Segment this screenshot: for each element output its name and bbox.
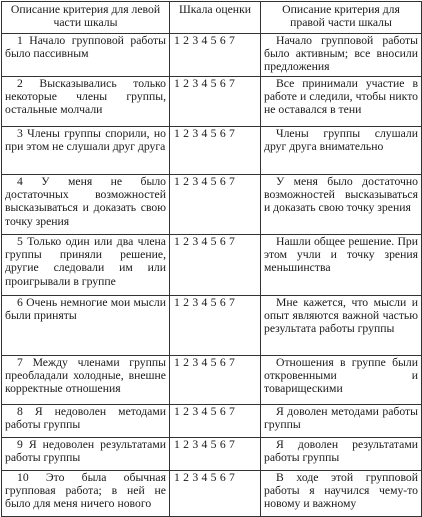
header-left-criteria: Описание критерия для левой части шкалы bbox=[2, 2, 170, 34]
rating-scale-cell bbox=[170, 34, 261, 77]
right-criterion-text: Я доволен методами работы группы bbox=[264, 405, 418, 432]
left-criterion-cell bbox=[2, 34, 170, 77]
left-criterion-cell bbox=[2, 175, 170, 235]
left-criterion-cell bbox=[2, 127, 170, 175]
left-criterion-cell bbox=[2, 235, 170, 296]
right-criterion-cell bbox=[261, 296, 422, 356]
table-row bbox=[2, 356, 422, 405]
rating-scale-values: 1 2 3 4 5 6 7 bbox=[174, 471, 236, 484]
rating-scale-cell bbox=[170, 175, 261, 235]
right-criterion-cell bbox=[261, 356, 422, 405]
table-row bbox=[2, 77, 422, 127]
right-criterion-text: Мне кажется, что мысли и опыт являются важной частью результата работы группы bbox=[264, 296, 418, 336]
right-criterion-cell bbox=[261, 175, 422, 235]
rating-scale-values: 1 2 3 4 5 6 7 bbox=[174, 175, 236, 188]
table-row bbox=[2, 34, 422, 77]
table-row bbox=[2, 438, 422, 471]
rating-scale-values: 1 2 3 4 5 6 7 bbox=[174, 235, 236, 248]
left-criterion-text: 3 Члены группы спорили, но при этом не слушали друг друга bbox=[5, 127, 166, 154]
left-criterion-text: 9 Я недоволен результатами работы группы bbox=[5, 438, 166, 465]
right-criterion-cell bbox=[261, 405, 422, 438]
rating-scale-cell bbox=[170, 296, 261, 356]
left-criterion-text: 4 У меня не было достаточных возможностей высказываться и доказать свою точку зрения bbox=[5, 175, 166, 228]
table-row bbox=[2, 175, 422, 235]
left-criterion-text: 8 Я недоволен методами работы группы bbox=[5, 405, 166, 432]
rating-scale-cell bbox=[170, 77, 261, 127]
left-criterion-cell bbox=[2, 438, 170, 471]
left-criterion-cell bbox=[2, 356, 170, 405]
right-criterion-text: В ходе этой групповой работы я научился чему-то новому и важному bbox=[264, 471, 418, 511]
right-criterion-cell bbox=[261, 127, 422, 175]
right-criterion-text: Отношения в группе были откровенными и товарищескими bbox=[264, 356, 418, 396]
table-row bbox=[2, 235, 422, 296]
rating-scale-cell bbox=[170, 438, 261, 471]
rating-scale-values: 1 2 3 4 5 6 7 bbox=[174, 296, 236, 309]
rating-scale-values: 1 2 3 4 5 6 7 bbox=[174, 34, 236, 47]
right-criterion-cell bbox=[261, 471, 422, 517]
rating-scale-cell bbox=[170, 405, 261, 438]
left-criterion-text: 1 Начало групповой работы было пассивным bbox=[5, 34, 166, 61]
table-row bbox=[2, 471, 422, 517]
right-criterion-text: Члены группы слушали друг друга внимательно bbox=[264, 127, 418, 154]
left-criterion-cell bbox=[2, 77, 170, 127]
rating-scale-values: 1 2 3 4 5 6 7 bbox=[174, 127, 236, 140]
rating-scale-table bbox=[1, 1, 422, 517]
table-header bbox=[2, 2, 422, 34]
left-criterion-text: 7 Между членами группы преобладали холодные, внешне корректные отношения bbox=[5, 356, 166, 396]
right-criterion-cell bbox=[261, 235, 422, 296]
rating-scale-values: 1 2 3 4 5 6 7 bbox=[174, 405, 236, 418]
left-criterion-text: 6 Очень немногие мои мысли были приняты bbox=[5, 296, 166, 323]
header-row bbox=[2, 2, 422, 34]
rating-scale-cell bbox=[170, 471, 261, 517]
right-criterion-text: Нашли общее решение. При этом учли и точку зрения меньшинства bbox=[264, 235, 418, 275]
document-page bbox=[1, 1, 421, 517]
table-body bbox=[2, 34, 422, 517]
right-criterion-text: Я доволен результатами работы группы bbox=[264, 438, 418, 465]
right-criterion-text: У меня было достаточно возможностей высказываться и доказать свою точку зрения bbox=[264, 175, 418, 215]
left-criterion-cell bbox=[2, 405, 170, 438]
rating-scale-values: 1 2 3 4 5 6 7 bbox=[174, 438, 236, 451]
left-criterion-text: 2 Высказывались только некоторые члены группы, остальные молчали bbox=[5, 77, 166, 117]
rating-scale-cell bbox=[170, 235, 261, 296]
rating-scale-cell bbox=[170, 356, 261, 405]
rating-scale-cell bbox=[170, 127, 261, 175]
header-rating-scale: Шкала оценки bbox=[170, 2, 261, 34]
right-criterion-text: Все принимали участие в работе и следили, чтобы никто не оставался в тени bbox=[264, 77, 418, 117]
left-criterion-cell bbox=[2, 296, 170, 356]
right-criterion-cell bbox=[261, 77, 422, 127]
table-row bbox=[2, 296, 422, 356]
table-row bbox=[2, 127, 422, 175]
right-criterion-cell bbox=[261, 34, 422, 77]
header-right-criteria: Описание критерия для правой части шкалы bbox=[261, 2, 422, 34]
left-criterion-cell bbox=[2, 471, 170, 517]
left-criterion-text: 5 Только один или два члена группы приняли решение, другие следовали им или проигрывали в группе bbox=[5, 235, 166, 288]
rating-scale-values: 1 2 3 4 5 6 7 bbox=[174, 77, 236, 90]
rating-scale-values: 1 2 3 4 5 6 7 bbox=[174, 356, 236, 369]
right-criterion-text: Начало групповой работы было активным; все вносили предложения bbox=[264, 34, 418, 74]
right-criterion-cell bbox=[261, 438, 422, 471]
table-row bbox=[2, 405, 422, 438]
left-criterion-text: 10 Это была обычная групповая работа; в ней не было для меня ничего нового bbox=[5, 471, 166, 511]
